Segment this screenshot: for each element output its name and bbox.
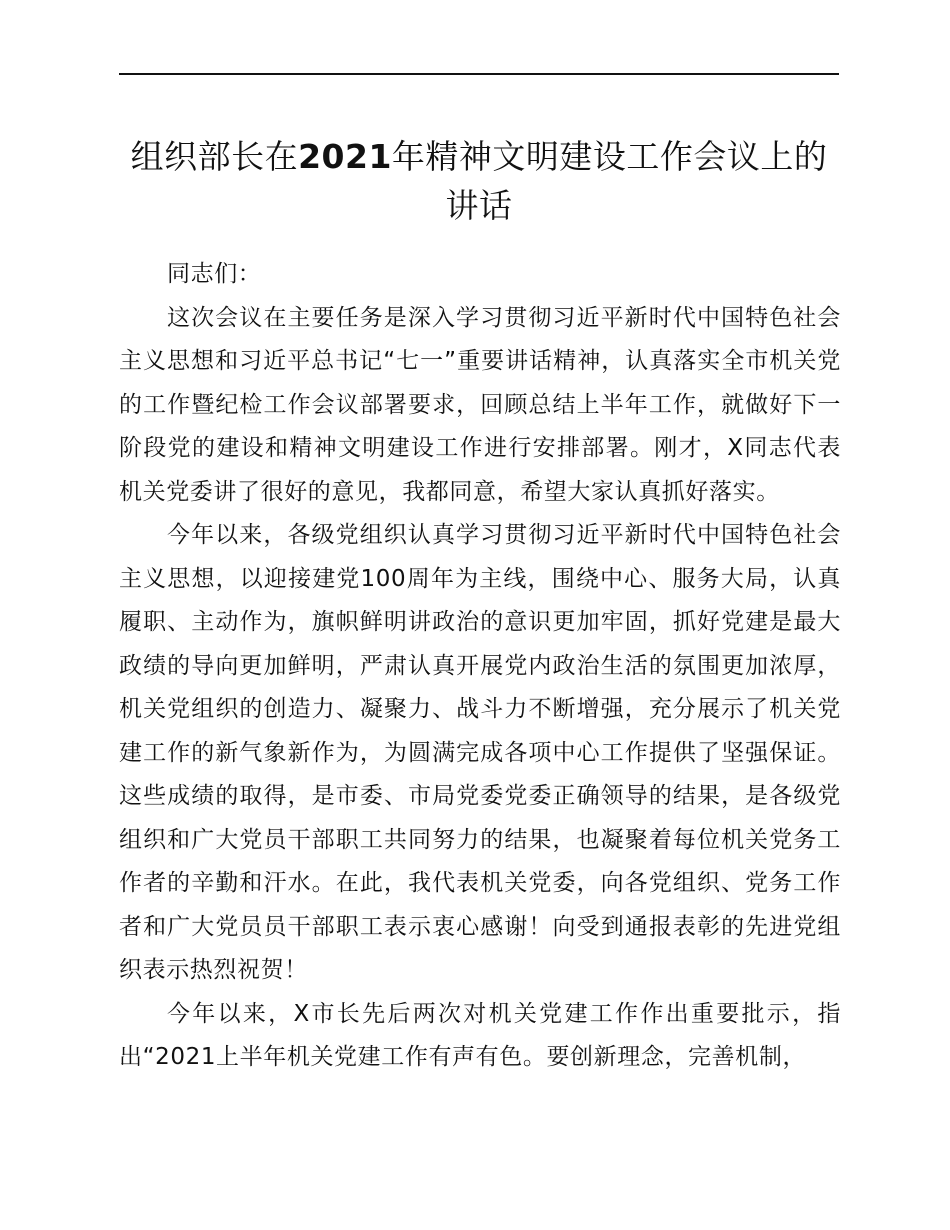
- document-body: [119, 253, 841, 1080]
- title-suffix: 年精神文明建设工作会议上的讲话: [391, 137, 828, 225]
- paragraph-2: 今年以来，各级党组织认真学习贯彻习近平新时代中国特色社会主义思想，以迎接建党100周年为主线，围绕中心、服务大局，认真履职、主动作为，旗帜鲜明讲政治的意识更加牢固，抓好党建是最大政绩的导向更加鲜明，严肃认真开展党内政治生活的氛围更加浓厚，机关党组织的创造力、凝聚力、战斗力不断增强，充分展示了机关党建工作的新气象新作为，为圆满完成各项中心工作提供了坚强保证。这些成绩的取得，是市委、市局党委党委正确领导的结果，是各级党组织和广大党员干部职工共同努力的结果，也凝聚着每位机关党务工作者的辛勤和汗水。在此，我代表机关党委，向各党组织、党务工作者和广大党员员干部职工表示衷心感谢！向受到通报表彰的先进党组织表示热烈祝贺！: [119, 522, 841, 983]
- document-title: [119, 132, 839, 230]
- title-prefix: 组织部长在: [130, 137, 299, 176]
- paragraph-3: 今年以来，X市长先后两次对机关党建工作作出重要批示，指出“2021上半年机关党建工作有声有色。要创新理念，完善机制，: [119, 1000, 841, 1070]
- paragraph-1: 这次会议在主要任务是深入学习贯彻习近平新时代中国特色社会主义思想和习近平总书记“七一”重要讲话精神，认真落实全市机关党的工作暨纪检工作会议部署要求，回顾总结上半年工作，就做好下一阶段党的建设和精神文明建设工作进行安排部署。刚才，X同志代表机关党委讲了很好的意见，我都同意，希望大家认真抓好落实。: [119, 304, 841, 505]
- header-rule: [119, 73, 839, 75]
- salutation: 同志们：: [167, 261, 262, 287]
- title-year: 2021: [298, 137, 392, 176]
